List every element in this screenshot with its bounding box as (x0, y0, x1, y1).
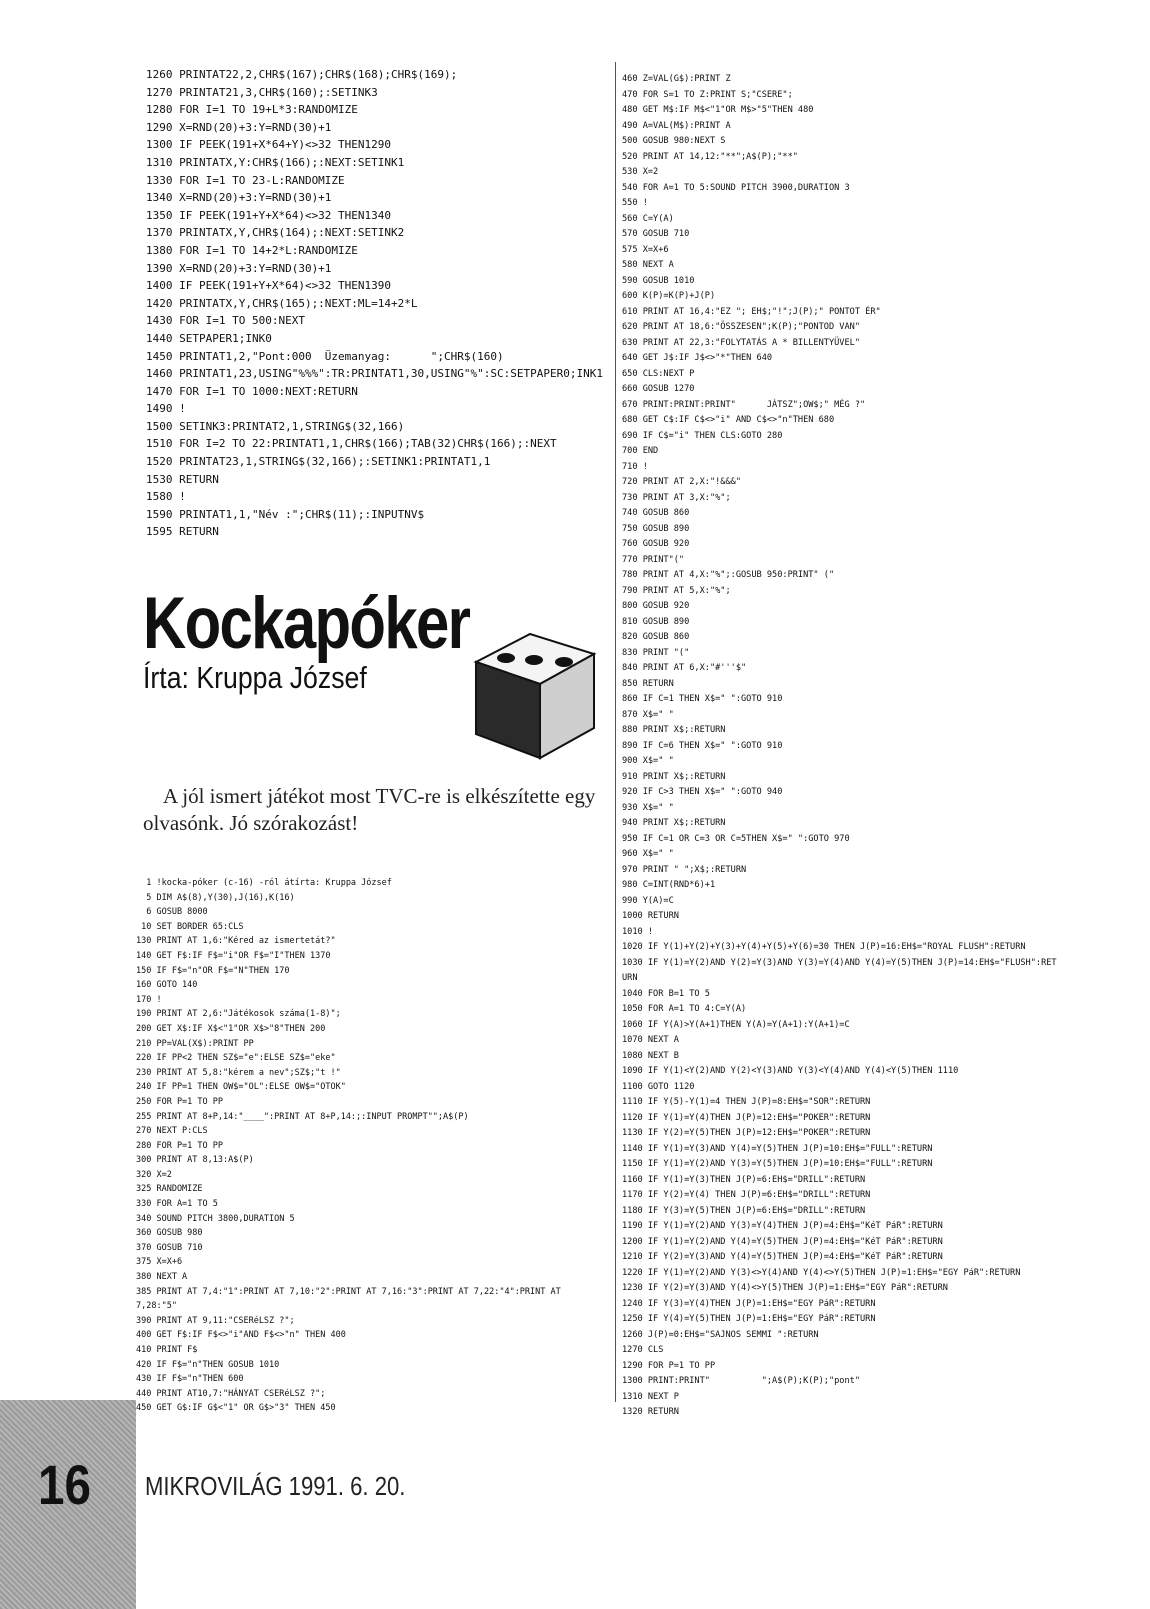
code-line: 440 PRINT AT10,7:"HÁNYAT CSERéLSZ ?"; (136, 1388, 326, 1399)
code-line: 1310 PRINTATX,Y:CHR$(166);:NEXT:SETINK1 (146, 155, 405, 169)
code-line: 1080 NEXT B (622, 1050, 679, 1061)
code-line: 1290 X=RND(20)+3:Y=RND(30)+1 (146, 120, 332, 134)
code-line: 740 GOSUB 860 (622, 508, 690, 518)
code-line: 850 RETURN (622, 678, 674, 689)
code-line: 1280 FOR I=1 TO 19+L*3:RANDOMIZE (146, 103, 358, 117)
code-line: 1590 PRINTAT1,1,"Név :";CHR$(11);:INPUTNV$ (146, 507, 425, 521)
code-line: 550 ! (622, 198, 648, 208)
code-line: 1350 IF PEEK(191+Y+X*64)<>32 THEN1340 (146, 208, 392, 222)
code-line: 540 FOR A=1 TO 5:SOUND PITCH 3900,DURATION 3 (622, 182, 850, 193)
code-line: 1270 CLS (622, 1345, 664, 1355)
code-line: 1230 IF Y(2)=Y(3)AND Y(4)<>Y(5)THEN J(P)=1:EH$="EGY PáR":RETURN (622, 1283, 948, 1293)
code-line: 960 X$=" " (622, 849, 674, 859)
code-line: 1380 FOR I=1 TO 14+2*L:RANDOMIZE (146, 243, 358, 257)
code-line: 1100 GOTO 1120 (622, 1081, 695, 1092)
code-line: 240 IF PP=1 THEN OW$="OL":ELSE OW$="OTOK" (136, 1082, 346, 1093)
code-line: 720 PRINT AT 2,X:"!&&&" (622, 477, 741, 487)
code-line: 10 SET BORDER 65:CLS (136, 921, 244, 932)
code-line: 1160 IF Y(1)=Y(3)THEN J(P)=6:EH$="DRILL":RETURN (622, 1174, 866, 1185)
code-line: 660 GOSUB 1270 (622, 384, 695, 394)
code-line: 1210 IF Y(2)=Y(3)AND Y(4)=Y(5)THEN J(P)=4:EH$="KéT PáR":RETURN (622, 1252, 943, 1262)
code-line: 590 GOSUB 1010 (622, 275, 695, 286)
code-line: 370 GOSUB 710 (136, 1242, 203, 1253)
code-line: 190 PRINT AT 2,6:"Játékosok száma(1-8)"; (136, 1009, 341, 1020)
code-line: 1420 PRINTATX,Y,CHR$(165);:NEXT:ML=14+2*L (146, 296, 418, 310)
code-line: 1030 IF Y(1)=Y(2)AND Y(2)=Y(3)AND Y(3)=Y(4)AND Y(4)=Y(5)THEN J(P)=14:EH$="FLUSH":RET (622, 957, 1057, 968)
code-line: 900 X$=" " (622, 756, 674, 766)
code-line: 330 FOR A=1 TO 5 (136, 1199, 218, 1210)
code-line: 910 PRINT X$;:RETURN (622, 771, 726, 782)
code-line: 1 !kocka-póker (c-16) -ról átírta: Kruppa József (136, 878, 392, 888)
code-line: 500 GOSUB 980:NEXT S (622, 136, 726, 146)
code-line: 1320 RETURN (622, 1407, 679, 1417)
code-line: 670 PRINT:PRINT:PRINT" JÁTSZ";OW$;" MÉG ?" (622, 399, 866, 410)
article-byline: Írta: Kruppa József (143, 660, 367, 695)
listing-right (622, 72, 1122, 1421)
code-line: 1140 IF Y(1)=Y(3)AND Y(4)=Y(5)THEN J(P)=10:EH$="FULL":RETURN (622, 1143, 933, 1154)
code-line: 5 DIM A$(8),Y(30),J(16),K(16) (136, 892, 295, 903)
code-line: 1000 RETURN (622, 911, 679, 921)
code-line: 1450 PRINTAT1,2,"Pont:000 Üzemanyag: ";CHR$(160) (146, 349, 504, 363)
code-line: 860 IF C=1 THEN X$=" ":GOTO 910 (622, 694, 783, 704)
magazine-footer: MIKROVILÁG 1991. 6. 20. (145, 1471, 406, 1501)
code-line: 6 GOSUB 8000 (136, 907, 208, 918)
code-line: 1595 RETURN (146, 525, 219, 539)
code-line: 780 PRINT AT 4,X:"%";:GOSUB 950:PRINT" (" (622, 570, 835, 580)
code-line: 630 PRINT AT 22,3:"FOLYTATÁS A * BILLENTYÜVEL" (622, 337, 860, 348)
code-line: 1170 IF Y(2)=Y(4) THEN J(P)=6:EH$="DRILL":RETURN (622, 1190, 871, 1200)
code-line: 790 PRINT AT 5,X:"%"; (622, 585, 731, 596)
code-line: 920 IF C>3 THEN X$=" ":GOTO 940 (622, 787, 783, 797)
code-line: 890 IF C=6 THEN X$=" ":GOTO 910 (622, 740, 783, 751)
code-line: 280 FOR P=1 TO PP (136, 1140, 223, 1151)
code-line: 880 PRINT X$;:RETURN (622, 725, 726, 735)
code-line: 480 GET M$:IF M$<"1"OR M$>"5"THEN 480 (622, 105, 814, 115)
code-line: 1300 PRINT:PRINT" ";A$(P);K(P);"pont" (622, 1376, 860, 1386)
code-line: 1430 FOR I=1 TO 500:NEXT (146, 314, 305, 328)
column-divider (615, 62, 616, 1402)
code-line: 385 PRINT AT 7,4:"1":PRINT AT 7,10:"2":PRINT AT 7,16:"3":PRINT AT 7,22:"4":PRINT AT (136, 1286, 561, 1297)
code-line: 1060 IF Y(A)>Y(A+1)THEN Y(A)=Y(A+1):Y(A+1)=C (622, 1019, 850, 1030)
code-line: 1400 IF PEEK(191+Y+X*64)<>32 THEN1390 (146, 279, 392, 293)
code-line: 710 ! (622, 461, 648, 472)
code-line: 820 GOSUB 860 (622, 632, 690, 642)
code-line: 1090 IF Y(1)<Y(2)AND Y(2)<Y(3)AND Y(3)<Y(4)AND Y(4)<Y(5)THEN 1110 (622, 1066, 959, 1076)
code-line: 970 PRINT " ";X$;:RETURN (622, 864, 747, 875)
code-line: 210 PP=VAL(X$):PRINT PP (136, 1038, 254, 1049)
code-line: 1310 NEXT P (622, 1391, 679, 1402)
code-line: 1020 IF Y(1)+Y(2)+Y(3)+Y(4)+Y(5)+Y(6)=30 THEN J(P)=16:EH$="ROYAL FLUSH":RETURN (622, 942, 1026, 952)
code-line: 700 END (622, 446, 659, 456)
code-line: 1470 FOR I=1 TO 1000:NEXT:RETURN (146, 384, 358, 398)
code-line: 390 PRINT AT 9,11:"CSERéLSZ ?"; (136, 1315, 295, 1326)
code-line: 750 GOSUB 890 (622, 523, 690, 534)
code-line: 610 PRINT AT 16,4:"EZ "; EH$;"!";J(P);" PONTOT ÉR" (622, 306, 881, 317)
code-line: 1150 IF Y(1)=Y(2)AND Y(3)=Y(5)THEN J(P)=10:EH$="FULL":RETURN (622, 1159, 933, 1169)
code-line: 1290 FOR P=1 TO PP (622, 1360, 716, 1371)
code-line: 380 NEXT A (136, 1272, 188, 1283)
code-line: 470 FOR S=1 TO Z:PRINT S;"CSERE"; (622, 89, 793, 100)
code-line: 1440 SETPAPER1;INK0 (146, 331, 272, 345)
code-line: 325 RANDOMIZE (136, 1184, 203, 1195)
code-line: 140 GET F$:IF F$="i"OR F$="I"THEN 1370 (136, 950, 331, 961)
code-line: 1260 PRINTAT22,2,CHR$(167);CHR$(168);CHR$(169); (146, 68, 458, 81)
code-line: 1370 PRINTATX,Y,CHR$(164);:NEXT:SETINK2 (146, 226, 405, 240)
listing-top (146, 66, 616, 541)
code-line: 1270 PRINTAT21,3,CHR$(160);:SETINK3 (146, 85, 378, 99)
code-line: 1580 ! (146, 490, 186, 504)
code-line: 1460 PRINTAT1,23,USING"%%%":TR:PRINTAT1,30,USING"%":SC:SETPAPER0;INK1 (146, 367, 603, 381)
code-line: 760 GOSUB 920 (622, 539, 690, 549)
code-line: 150 IF F$="n"OR F$="N"THEN 170 (136, 965, 290, 976)
code-line: 680 GET C$:IF C$<>"i" AND C$<>"n"THEN 680 (622, 415, 835, 425)
code-line: 220 IF PP<2 THEN SZ$="e":ELSE SZ$="eke" (136, 1053, 336, 1064)
code-line: 410 PRINT F$ (136, 1345, 198, 1355)
code-line: 800 GOSUB 920 (622, 601, 690, 611)
code-line: 1110 IF Y(5)-Y(1)=4 THEN J(P)=8:EH$="SOR":RETURN (622, 1097, 871, 1107)
code-line: 270 NEXT P:CLS (136, 1126, 208, 1137)
code-line: 400 GET F$:IF F$<>"i"AND F$<>"n" THEN 400 (136, 1330, 346, 1341)
dice-icon (468, 630, 600, 760)
code-line: 1200 IF Y(1)=Y(2)AND Y(4)=Y(5)THEN J(P)=4:EH$="KéT PáR":RETURN (622, 1236, 943, 1247)
code-line: 1530 RETURN (146, 472, 219, 486)
code-line: 1050 FOR A=1 TO 4:C=Y(A) (622, 1004, 747, 1014)
code-line: 1040 FOR B=1 TO 5 (622, 988, 710, 999)
code-line: 980 C=INT(RND*6)+1 (622, 880, 716, 890)
code-line: 770 PRINT"(" (622, 554, 685, 565)
code-line: 360 GOSUB 980 (136, 1228, 203, 1239)
code-line: 730 PRINT AT 3,X:"%"; (622, 492, 731, 503)
code-line: 250 FOR P=1 TO PP (136, 1096, 223, 1107)
code-line: 830 PRINT "(" (622, 647, 690, 658)
page-number: 16 (38, 1453, 91, 1516)
code-line: 580 NEXT A (622, 260, 674, 270)
code-line: 160 GOTO 140 (136, 980, 198, 991)
code-line: 300 PRINT AT 8,13:A$(P) (136, 1155, 254, 1166)
code-line: 1260 J(P)=0:EH$="SAJNOS SEMMI ":RETURN (622, 1329, 819, 1340)
code-line: 1190 IF Y(1)=Y(2)AND Y(3)=Y(4)THEN J(P)=4:EH$="KéT PáR":RETURN (622, 1221, 943, 1231)
code-line: 1180 IF Y(3)=Y(5)THEN J(P)=6:EH$="DRILL":RETURN (622, 1205, 866, 1216)
article-intro: A jól ismert játékot most TVC-re is elkészítette egy olvasónk. Jó szórakozást! (143, 784, 596, 835)
code-line: 420 IF F$="n"THEN GOSUB 1010 (136, 1359, 280, 1370)
code-line: 1330 FOR I=1 TO 23-L:RANDOMIZE (146, 173, 345, 187)
code-line: 870 X$=" " (622, 709, 674, 720)
code-line: 460 Z=VAL(G$):PRINT Z (622, 74, 731, 84)
code-line: 1390 X=RND(20)+3:Y=RND(30)+1 (146, 261, 332, 275)
code-line: 650 CLS:NEXT P (622, 368, 695, 379)
code-line: 375 X=X+6 (136, 1257, 183, 1268)
code-line: 600 K(P)=K(P)+J(P) (622, 291, 716, 301)
code-line: 340 SOUND PITCH 3800,DURATION 5 (136, 1213, 295, 1224)
code-line: 1340 X=RND(20)+3:Y=RND(30)+1 (146, 191, 332, 205)
listing-left (136, 876, 606, 1416)
code-line: 170 ! (136, 994, 162, 1005)
code-line: 490 A=VAL(M$):PRINT A (622, 120, 731, 131)
code-line: 430 IF F$="n"THEN 600 (136, 1374, 244, 1385)
code-line: 575 X=X+6 (622, 244, 669, 255)
code-line: 1120 IF Y(1)=Y(4)THEN J(P)=12:EH$="POKER":RETURN (622, 1112, 871, 1123)
code-line: 530 X=2 (622, 167, 659, 177)
article-title: Kockapóker (143, 583, 470, 664)
code-line: 1010 ! (622, 926, 654, 937)
code-line: 200 GET X$:IF X$<"1"OR X$>"8"THEN 200 (136, 1023, 326, 1034)
code-line: 950 IF C=1 OR C=3 OR C=5THEN X$=" ":GOTO 970 (622, 833, 850, 844)
code-line: 1510 FOR I=2 TO 22:PRINTAT1,1,CHR$(166);TAB(32)CHR$(166);:NEXT (146, 437, 557, 451)
code-line: URN (622, 973, 638, 983)
code-line: 1240 IF Y(3)=Y(4)THEN J(P)=1:EH$="EGY PáR":RETURN (622, 1298, 876, 1309)
code-line: 1490 ! (146, 402, 186, 416)
code-line: 930 X$=" " (622, 802, 674, 813)
code-line: 450 GET G$:IF G$<"1" OR G$>"3" THEN 450 (136, 1403, 336, 1414)
code-line: 1130 IF Y(2)=Y(5)THEN J(P)=12:EH$="POKER":RETURN (622, 1128, 871, 1138)
code-line: 1500 SETINK3:PRINTAT2,1,STRING$(32,166) (146, 419, 405, 433)
code-line: 130 PRINT AT 1,6:"Kéred az ismertetát?" (136, 936, 336, 947)
code-line: 1250 IF Y(4)=Y(5)THEN J(P)=1:EH$="EGY PáR":RETURN (622, 1314, 876, 1324)
code-line: 320 X=2 (136, 1169, 172, 1180)
code-line: 230 PRINT AT 5,8:"kérem a nev";SZ$;"t !" (136, 1067, 341, 1078)
code-line: 690 IF C$="i" THEN CLS:GOTO 280 (622, 430, 783, 441)
code-line: 255 PRINT AT 8+P,14:"____":PRINT AT 8+P,14:;:INPUT PROMPT"";A$(P) (136, 1111, 469, 1122)
code-line: 570 GOSUB 710 (622, 229, 690, 239)
code-line: 7,28:"5" (136, 1301, 177, 1312)
code-line: 1520 PRINTAT23,1,STRING$(32,166);:SETINK1:PRINTAT1,1 (146, 455, 491, 469)
code-line: 1070 NEXT A (622, 1035, 679, 1045)
code-line: 810 GOSUB 890 (622, 616, 690, 627)
code-line: 560 C=Y(A) (622, 213, 674, 224)
code-line: 990 Y(A)=C (622, 895, 674, 906)
code-line: 840 PRINT AT 6,X:"#'''$" (622, 663, 747, 673)
code-line: 620 PRINT AT 18,6:"ÖSSZESEN";K(P);"PONTOD VAN" (622, 322, 860, 332)
code-line: 640 GET J$:IF J$<>"*"THEN 640 (622, 353, 773, 363)
code-line: 1300 IF PEEK(191+X*64+Y)<>32 THEN1290 (146, 138, 392, 152)
code-line: 940 PRINT X$;:RETURN (622, 818, 726, 828)
code-line: 520 PRINT AT 14,12:"**";A$(P);"**" (622, 151, 798, 162)
code-line: 1220 IF Y(1)=Y(2)AND Y(3)<>Y(4)AND Y(4)<>Y(5)THEN J(P)=1:EH$="EGY PáR":RETURN (622, 1267, 1021, 1278)
